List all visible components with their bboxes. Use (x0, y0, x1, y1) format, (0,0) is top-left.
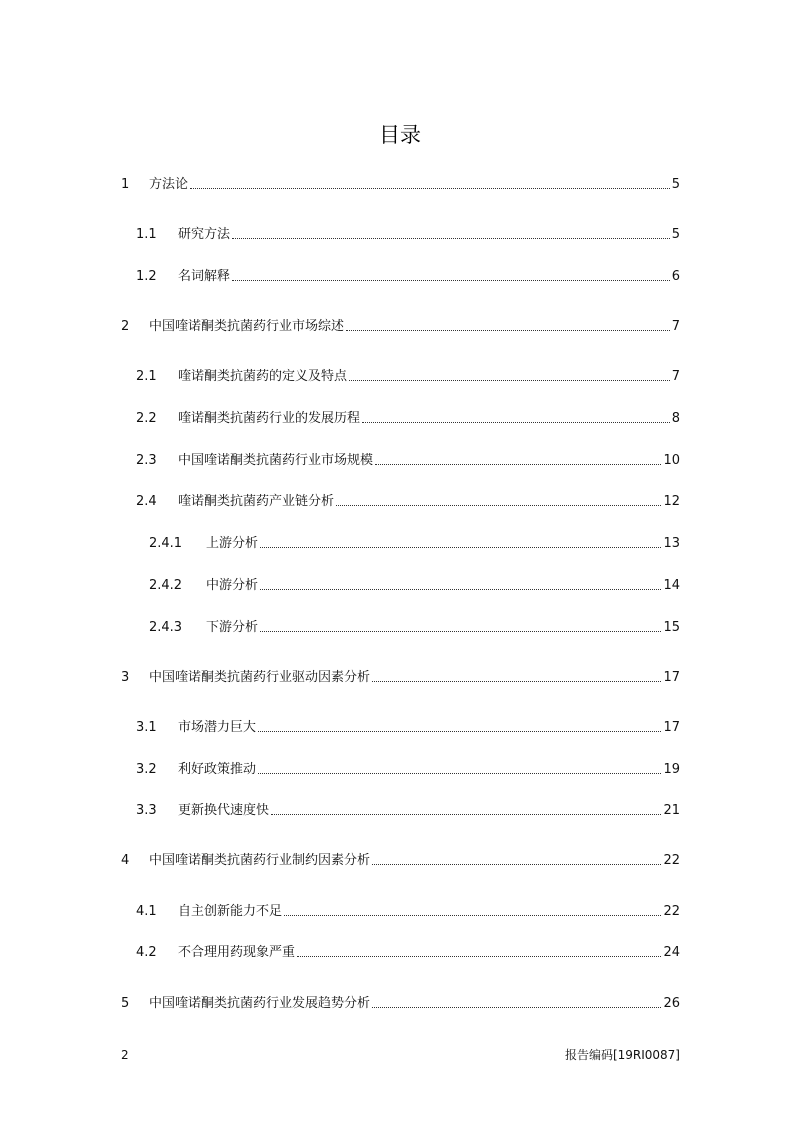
page-title: 目录 (379, 123, 421, 147)
toc-entry-title: 研究方法 (178, 227, 231, 242)
toc-entry-number: 2 (121, 319, 130, 334)
toc-entry-number: 2.1 (136, 369, 157, 384)
toc-entry-number: 3 (121, 670, 130, 685)
toc-entry-title: 更新换代速度快 (178, 803, 270, 818)
toc-entry-number: 2.4 (136, 494, 157, 509)
toc-entry-title: 中国喹诺酮类抗菌药行业市场规模 (178, 453, 374, 468)
toc-entry-number: 1.1 (136, 227, 157, 242)
toc-entry[interactable] (136, 902, 680, 922)
toc-dot-leader (372, 681, 661, 682)
toc-entry-title: 自主创新能力不足 (178, 904, 283, 919)
toc-entry[interactable] (136, 451, 680, 471)
toc-entry-page: 7 (671, 369, 680, 384)
toc-entry[interactable] (136, 367, 680, 387)
toc-entry[interactable] (136, 943, 680, 963)
page-footer (121, 1045, 680, 1065)
toc-entry-title: 中国喹诺酮类抗菌药行业制约因素分析 (149, 853, 371, 868)
toc-entry-number: 2.3 (136, 453, 157, 468)
toc-dot-leader (260, 547, 661, 548)
toc-entry[interactable] (121, 317, 680, 337)
toc-entry-page: 13 (663, 536, 680, 551)
toc-entry-number: 5 (121, 996, 130, 1011)
toc-dot-leader (336, 505, 661, 506)
toc-dot-leader (232, 238, 670, 239)
toc-entry[interactable] (121, 668, 680, 688)
toc-entry-page: 8 (671, 411, 680, 426)
toc-entry-number: 3.1 (136, 720, 157, 735)
toc-dot-leader (349, 380, 670, 381)
toc-entry-page: 26 (663, 996, 680, 1011)
toc-entry-title: 不合理用药现象严重 (178, 945, 296, 960)
toc-entry-title: 喹诺酮类抗菌药产业链分析 (178, 494, 335, 509)
toc-entry[interactable] (121, 994, 680, 1014)
toc-entry-title: 下游分析 (206, 620, 259, 635)
toc-entry-page: 22 (663, 904, 680, 919)
toc-entry-number: 4.2 (136, 945, 157, 960)
toc-entry-page: 22 (663, 853, 680, 868)
toc-entry[interactable] (149, 576, 680, 596)
toc-entry-number: 2.4.2 (149, 578, 183, 593)
toc-dot-leader (297, 956, 661, 957)
toc-entry[interactable] (136, 225, 680, 245)
toc-dot-leader (260, 631, 661, 632)
toc-entry-number: 3.3 (136, 803, 157, 818)
toc-entry-page: 21 (663, 803, 680, 818)
toc-entry[interactable] (149, 534, 680, 554)
toc-dot-leader (284, 915, 661, 916)
toc-entry-title: 中游分析 (206, 578, 259, 593)
toc-entry-page: 7 (671, 319, 680, 334)
toc-entry-page: 19 (663, 762, 680, 777)
toc-entry-title: 名词解释 (178, 269, 231, 284)
toc-entry-page: 12 (663, 494, 680, 509)
toc-entry-number: 4 (121, 853, 130, 868)
toc-entry-number: 2.2 (136, 411, 157, 426)
toc-entry[interactable] (136, 492, 680, 512)
toc-entry-page: 15 (663, 620, 680, 635)
toc-dot-leader (232, 280, 670, 281)
toc-entry[interactable] (149, 618, 680, 638)
toc-entry-title: 利好政策推动 (178, 762, 257, 777)
toc-entry-page: 17 (663, 720, 680, 735)
toc-entry-title: 喹诺酮类抗菌药的定义及特点 (178, 369, 348, 384)
toc-entry-number: 2.4.1 (149, 536, 183, 551)
toc-entry-page: 5 (671, 177, 680, 192)
toc-dot-leader (258, 773, 661, 774)
toc-entry-title: 中国喹诺酮类抗菌药行业发展趋势分析 (149, 996, 371, 1011)
toc-dot-leader (372, 1007, 661, 1008)
toc-entry-number: 3.2 (136, 762, 157, 777)
toc-entry-title: 中国喹诺酮类抗菌药行业驱动因素分析 (149, 670, 371, 685)
toc-entry[interactable] (136, 718, 680, 738)
toc-entry-title: 方法论 (149, 177, 189, 192)
toc-entry-page: 24 (663, 945, 680, 960)
toc-entry[interactable] (121, 851, 680, 871)
toc-entry[interactable] (136, 801, 680, 821)
toc-entry-page: 17 (663, 670, 680, 685)
toc-entry-title: 上游分析 (206, 536, 259, 551)
toc-dot-leader (190, 188, 670, 189)
toc-entry[interactable] (136, 267, 680, 287)
toc-dot-leader (258, 731, 661, 732)
toc-entry-page: 10 (663, 453, 680, 468)
toc-entry-title: 中国喹诺酮类抗菌药行业市场综述 (149, 319, 345, 334)
toc-dot-leader (375, 464, 661, 465)
toc-entry-page: 6 (671, 269, 680, 284)
toc-dot-leader (362, 422, 670, 423)
toc-entry-number: 2.4.3 (149, 620, 183, 635)
toc-dot-leader (271, 814, 661, 815)
toc-entry-number: 4.1 (136, 904, 157, 919)
toc-entry-number: 1.2 (136, 269, 157, 284)
toc-entry[interactable] (136, 409, 680, 429)
toc-dot-leader (372, 864, 661, 865)
toc-entry[interactable] (121, 175, 680, 195)
footer-report-code: 报告编码[19RI0087] (564, 1048, 680, 1062)
toc-entry-title: 喹诺酮类抗菌药行业的发展历程 (178, 411, 361, 426)
footer-page-number: 2 (121, 1048, 129, 1062)
toc-entry[interactable] (136, 760, 680, 780)
toc-entry-page: 5 (671, 227, 680, 242)
toc-dot-leader (346, 330, 670, 331)
toc-entry-page: 14 (663, 578, 680, 593)
toc-entry-number: 1 (121, 177, 130, 192)
toc-dot-leader (260, 589, 661, 590)
toc-entry-title: 市场潜力巨大 (178, 720, 257, 735)
